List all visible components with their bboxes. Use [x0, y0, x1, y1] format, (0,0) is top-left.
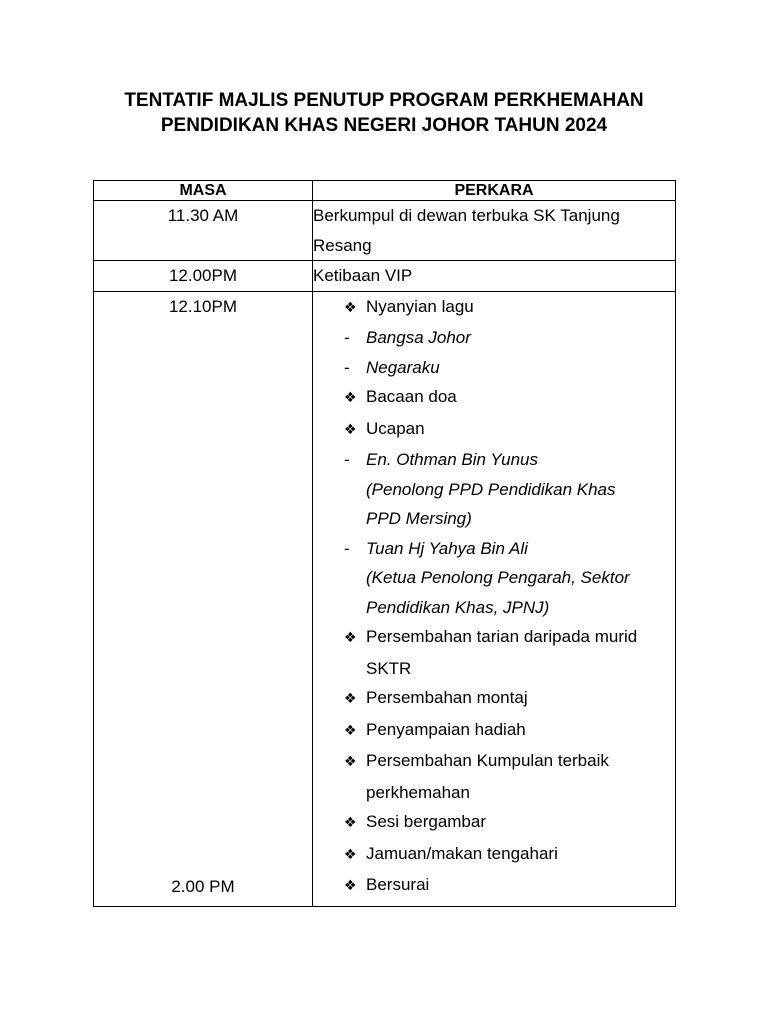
bullet-diamond-icon: [313, 683, 366, 715]
continuation-indent: [313, 778, 366, 808]
bullet-diamond-icon: ❖: [344, 390, 357, 406]
list-item: [313, 654, 675, 684]
item-cell: Ketibaan VIP: [313, 261, 676, 292]
list-item-text: (Ketua Penolong Pengarah, Sektor: [366, 568, 630, 587]
schedule-table: [93, 180, 676, 907]
bullet-diamond-icon: [313, 715, 366, 747]
continuation-indent: [313, 563, 366, 593]
list-item-text: (Penolong PPD Pendidikan Khas: [366, 479, 616, 499]
bullet-diamond-icon: ❖: [344, 691, 357, 707]
list-item: [313, 778, 675, 808]
programme-list: [313, 292, 675, 906]
list-item: [313, 807, 675, 839]
dash-marker: [313, 534, 366, 564]
title-line-1: TENTATIF MAJLIS PENUTUP PROGRAM PERKHEMAHAN: [124, 90, 644, 111]
list-item-text: Jamuan/makan tengahari: [366, 843, 558, 863]
list-item: [313, 839, 675, 871]
dash-marker: -: [344, 538, 350, 558]
bullet-diamond-icon: [313, 807, 366, 839]
continuation-indent: [313, 504, 366, 534]
list-item: [313, 593, 675, 623]
bullet-diamond-icon: ❖: [344, 815, 357, 831]
table-row: [94, 201, 676, 261]
list-item-text: Bersurai: [366, 875, 430, 894]
list-item-text: Tuan Hj Yahya Bin Ali: [366, 538, 528, 558]
list-item-text: Sesi bergambar: [366, 812, 487, 831]
table-header-row: [94, 181, 676, 201]
list-item: [313, 445, 675, 475]
list-item-text: Bangsa Johor: [366, 328, 471, 347]
list-item-text: En. Othman Bin Yunus: [366, 450, 538, 469]
bullet-diamond-icon: [313, 414, 366, 446]
dash-marker: [313, 353, 366, 383]
bullet-diamond-icon: [313, 622, 366, 654]
list-item-text: Negaraku: [366, 357, 440, 377]
list-item: [313, 746, 675, 778]
list-item: [313, 683, 675, 715]
bullet-diamond-icon: ❖: [344, 878, 357, 894]
list-item: [313, 353, 675, 383]
list-item: [313, 504, 675, 534]
list-item-text: Persembahan montaj: [366, 688, 528, 707]
list-item: [313, 382, 675, 414]
list-item-text: Penyampaian hadiah: [366, 719, 526, 739]
bullet-diamond-icon: ❖: [344, 630, 357, 646]
list-item: [313, 870, 675, 902]
time-cell: [94, 291, 313, 906]
list-item-text: Pendidikan Khas, JPNJ): [366, 597, 550, 617]
list-item-text: Ucapan: [366, 418, 425, 438]
bullet-diamond-icon: [313, 839, 366, 871]
list-item: [313, 534, 675, 564]
dash-marker: -: [344, 328, 350, 347]
list-item-text: Persembahan tarian daripada murid: [366, 627, 638, 646]
bullet-diamond-icon: [313, 382, 366, 414]
list-item: [313, 715, 675, 747]
item-cell: Berkumpul di dewan terbuka SK Tanjung Resang: [313, 201, 676, 261]
continuation-indent: [313, 593, 366, 623]
list-item: [313, 563, 675, 593]
time-cell: 12.00PM: [94, 261, 313, 292]
list-item: [313, 292, 675, 324]
bullet-diamond-icon: ❖: [344, 299, 357, 316]
continuation-indent: [313, 475, 366, 505]
list-item: [313, 622, 675, 654]
header-time: MASA: [94, 181, 313, 201]
bullet-diamond-icon: [313, 870, 366, 902]
dash-marker: -: [344, 357, 350, 377]
bullet-diamond-icon: ❖: [344, 754, 357, 770]
bullet-diamond-icon: [313, 292, 366, 324]
document-title: [60, 88, 708, 138]
list-item-text: Bacaan doa: [366, 387, 457, 406]
table-row-programme: [94, 291, 676, 906]
list-item-text: Persembahan Kumpulan terbaik: [366, 751, 609, 770]
list-item-text: perkhemahan: [366, 782, 470, 802]
list-item-text: Nyanyian lagu: [366, 296, 474, 316]
continuation-indent: [313, 654, 366, 684]
header-item: PERKARA: [313, 181, 676, 201]
programme-start-time: 12.10PM: [168, 296, 238, 316]
table-row: [94, 261, 676, 292]
bullet-diamond-icon: ❖: [344, 722, 357, 739]
list-item: [313, 323, 675, 353]
programme-end-time: 2.00 PM: [171, 877, 235, 896]
dash-marker: [313, 323, 366, 353]
dash-marker: [313, 445, 366, 475]
bullet-diamond-icon: ❖: [344, 421, 357, 438]
list-item: [313, 414, 675, 446]
bullet-diamond-icon: [313, 746, 366, 778]
programme-cell: [313, 291, 676, 906]
list-item-text: SKTR: [366, 658, 412, 678]
time-cell: 11.30 AM: [94, 201, 313, 261]
bullet-diamond-icon: ❖: [344, 846, 357, 863]
dash-marker: -: [344, 450, 350, 469]
list-item-text: PPD Mersing): [366, 509, 472, 528]
title-line-2: PENDIDIKAN KHAS NEGERI JOHOR TAHUN 2024: [160, 115, 608, 136]
list-item: [313, 475, 675, 505]
